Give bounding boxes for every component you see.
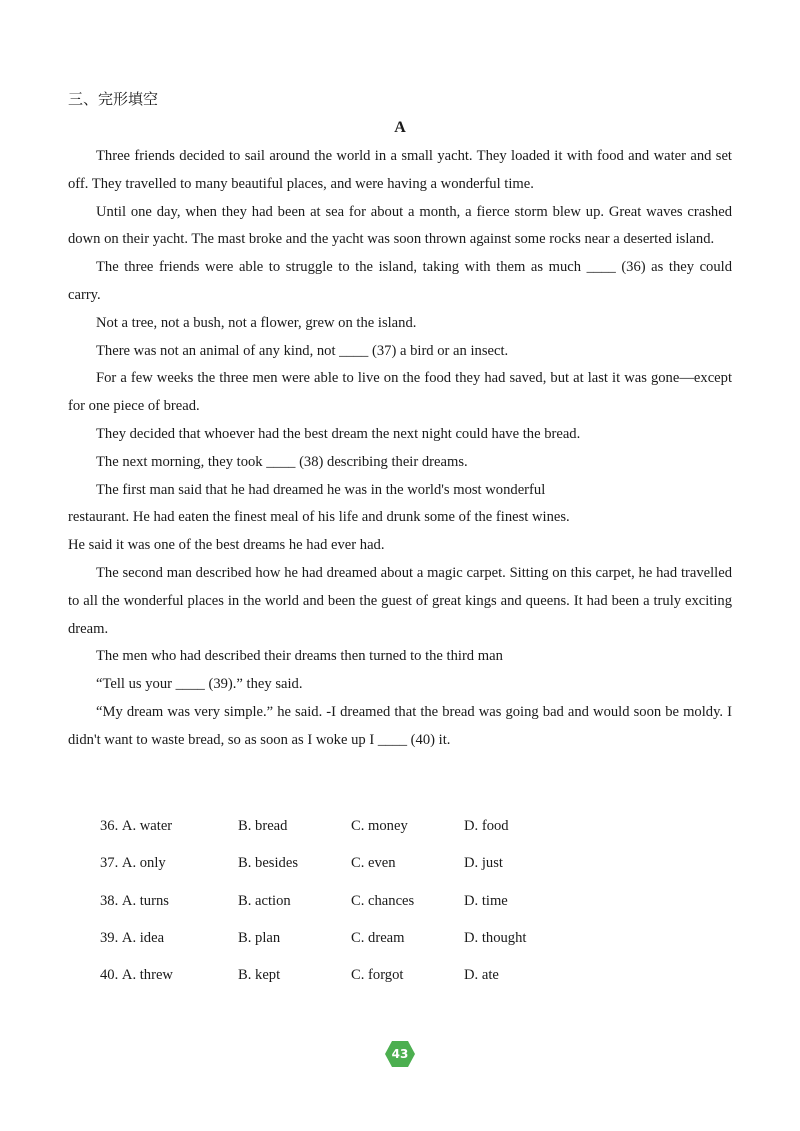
option-a-text: A. water — [121, 818, 173, 834]
option-a — [100, 930, 238, 947]
option-c: C. forgot — [351, 967, 404, 984]
option-a-text: A. idea — [121, 929, 165, 946]
option-a-text: A. turns — [121, 892, 169, 909]
question-number: 39. — [100, 929, 119, 946]
page-number-badge — [384, 1040, 416, 1068]
option-a — [100, 893, 238, 910]
option-b: B. plan — [238, 929, 281, 946]
question-row — [100, 855, 526, 892]
option-b: B. besides — [238, 855, 298, 872]
paragraph: Until one day, when they had been at sea for about a month, a fierce storm blew up. Great waves crashed down on their yacht. The mast broke and the yacht was soon thrown against some rocks near a deserted island. — [68, 203, 732, 248]
option-c: C. chances — [351, 892, 415, 909]
paragraph: They decided that whoever had the best dream the next night could have the bread. — [96, 425, 581, 442]
answer-options — [100, 818, 526, 1004]
question-row — [100, 818, 526, 855]
paragraph: The first man said that he had dreamed he was in the world's most wonderful — [96, 481, 546, 498]
option-c: C. even — [351, 855, 396, 872]
question-number: 36. — [100, 818, 119, 834]
passage-title: A — [394, 119, 406, 136]
paragraph: There was not an animal of any kind, not ____ (37) a bird or an insect. — [96, 342, 509, 359]
option-b: B. kept — [238, 967, 281, 984]
option-a — [100, 818, 238, 835]
question-row — [100, 967, 526, 1004]
option-d: D. thought — [464, 929, 527, 946]
paragraph: The next morning, they took ____ (38) describing their dreams. — [96, 453, 468, 470]
option-b: B. bread — [238, 818, 288, 834]
question-number: 38. — [100, 892, 119, 909]
question-number: 37. — [100, 855, 119, 872]
paragraph: He said it was one of the best dreams he had ever had. — [68, 537, 385, 554]
question-row — [100, 930, 526, 967]
option-d: D. food — [464, 818, 509, 834]
option-c: C. money — [351, 818, 408, 834]
option-c: C. dream — [351, 929, 405, 946]
paragraph: “My dream was very simple.” he said. -I dreamed that the bread was going bad and would soon be moldy. I didn't want to waste bread, so as soon as I woke up I ____ (40) it. — [68, 703, 732, 748]
option-d: D. just — [464, 855, 503, 872]
paragraph: Three friends decided to sail around the world in a small yacht. They loaded it with food and water and set off. They travelled to many beautiful places, and were having a wonderful time. — [68, 148, 732, 192]
passage-body — [68, 143, 732, 755]
paragraph: Not a tree, not a bush, not a flower, grew on the island. — [96, 314, 417, 331]
option-a-text: A. threw — [121, 967, 173, 984]
option-a-text: A. only — [121, 855, 166, 872]
option-d: D. ate — [464, 967, 499, 984]
paragraph: restaurant. He had eaten the finest meal of his life and drunk some of the finest wines. — [68, 509, 570, 526]
paragraph: For a few weeks the three men were able to live on the food they had saved, but at last it was gone—except for one piece of bread. — [68, 370, 732, 415]
option-a — [100, 855, 238, 872]
option-d: D. time — [464, 892, 508, 909]
paragraph: The three friends were able to struggle to the island, taking with them as much ____ (36) as they could carry. — [68, 259, 732, 303]
paragraph: “Tell us your ____ (39).” they said. — [96, 676, 303, 693]
question-number: 40. — [100, 967, 119, 984]
option-a — [100, 967, 238, 984]
page-number: 43 — [391, 1047, 409, 1061]
paragraph: The second man described how he had dreamed about a magic carpet. Sitting on this carpet, he had travelled to all the wonderful places in the world and been the guest of great kings and queens. It had been a truly exciting dream. — [68, 564, 732, 637]
option-b: B. action — [238, 892, 291, 909]
paragraph: The men who had described their dreams then turned to the third man — [96, 648, 503, 665]
question-row — [100, 893, 526, 930]
section-title: 三、完形填空 — [68, 90, 159, 108]
